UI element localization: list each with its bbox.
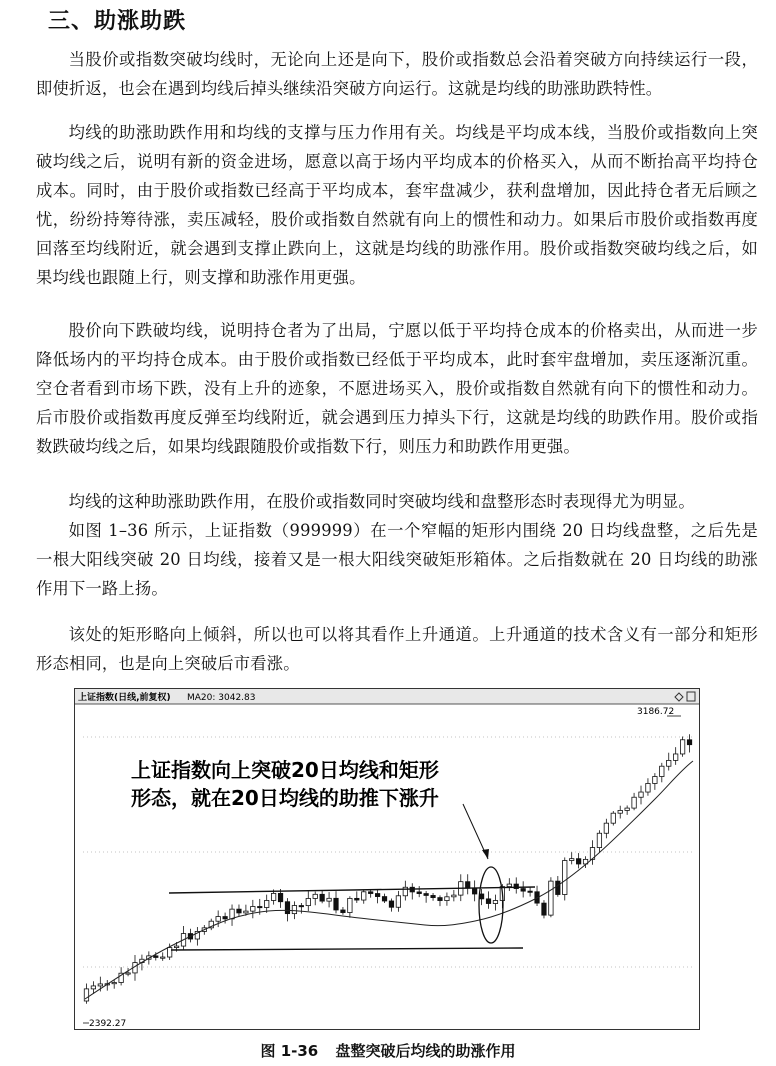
candle-body	[98, 984, 102, 986]
candle-body	[680, 740, 684, 754]
candle-body	[126, 973, 130, 974]
candle-body	[445, 897, 449, 901]
candle-body	[299, 906, 303, 907]
candlestick-chart	[74, 688, 700, 1030]
candle-body	[569, 859, 573, 861]
candle-body	[452, 895, 456, 897]
candle-body	[521, 889, 525, 892]
candle-body	[660, 766, 664, 776]
candle-body	[375, 894, 379, 897]
candle-body	[466, 882, 470, 889]
candle-body	[493, 900, 497, 903]
candle-body	[646, 783, 650, 792]
candle-body	[556, 881, 560, 894]
candle-body	[237, 909, 241, 913]
candle-body	[244, 911, 248, 913]
candle-body	[417, 892, 421, 894]
candle-body	[667, 760, 671, 766]
candle-body	[528, 891, 532, 892]
candle-body	[576, 859, 580, 864]
candle-body	[355, 898, 359, 900]
candle-body	[472, 888, 476, 894]
candle-body	[639, 792, 643, 797]
candle-body	[424, 894, 428, 896]
candle-body	[341, 910, 345, 913]
candle-body	[251, 906, 255, 911]
candle-body	[348, 898, 352, 912]
breakout-ellipse	[479, 867, 503, 943]
paragraph-2: 均线的助涨助跌作用和均线的支撑与压力作用有关。均线是平均成本线，当股价或指数向上突破均线之后，说明有新的资金进场，愿意以高于场内平均成本的价格买入，从而不断抬高平均持仓成本。同时，由于股价或指数已经高于平均成本，套牢盘减少，获利盘增加，因此持仓者无后顾之忧，纷纷持筹待涨，卖压减轻，股价或指数自然就有向上的惯性和动力。如果后市股价或指数再度回落至均线附近，就会遇到支撑止跌向上，这就是均线的助涨作用。股价或指数突破均线之后，如果均线也跟随上行，则支撑和助涨作用更强。	[36, 123, 758, 287]
candle-body	[230, 909, 234, 919]
candle-body	[258, 906, 262, 907]
candle-body	[389, 901, 393, 907]
candle-body	[431, 895, 435, 897]
candle-body	[91, 986, 95, 989]
candle-body	[216, 917, 220, 922]
chart-canvas	[75, 689, 699, 1029]
candle-body	[618, 810, 622, 813]
rectangle-lower-line	[171, 948, 523, 950]
candle-body	[368, 892, 372, 894]
paragraph-6: 该处的矩形略向上倾斜，所以也可以将其看作上升通道。上升通道的技术含义有一部分和矩形形态相同，也是向上突破后市看涨。	[36, 625, 758, 673]
candle-body	[362, 892, 366, 900]
candle-body	[154, 956, 158, 958]
candle-body	[306, 898, 310, 905]
candle-body	[542, 903, 546, 915]
figure-caption	[0, 1040, 776, 1061]
candle-body	[292, 906, 296, 914]
candle-body	[396, 896, 400, 907]
paragraph-4: 均线的这种助涨助跌作用，在股价或指数同时突破均线和盘整形态时表现得尤为明显。	[68, 492, 695, 511]
candle-body	[334, 898, 338, 910]
candle-body	[285, 902, 289, 914]
figure-title: 盘整突破后均线的助涨作用	[335, 1042, 516, 1060]
candle-body	[632, 797, 636, 808]
figure-number: 图 1-36	[260, 1042, 319, 1060]
ma20-label: MA20: 3042.83	[187, 693, 256, 703]
candle-body	[264, 900, 268, 907]
candle-body	[278, 893, 282, 901]
candle-body	[507, 884, 511, 887]
candle-body	[597, 833, 601, 847]
high-price-label: 3186.72	[637, 707, 675, 717]
chart-annotation-line1: 上证指数向上突破20日均线和矩形	[131, 758, 439, 782]
candle-body	[174, 946, 178, 947]
arrowhead-icon	[482, 849, 489, 859]
candle-body	[112, 982, 116, 983]
candle-body	[223, 917, 227, 919]
chart-header-title: 上证指数(日线,前复权)	[78, 693, 171, 703]
paragraph-3: 股价向下跌破均线，说明持仓者为了出局，宁愿以低于平均持仓成本的价格卖出，从而进一步降低场内的平均持仓成本。由于股价或指数已经低于平均成本，此时套牢盘增加，卖压逐渐沉重。空仓者看到市场下跌，没有上升的迹象，不愿进场买入，股价或指数自然就有向下的惯性和动力。后市股价或指数再度反弹至均线附近，就会遇到压力掉头下行，这就是均线的助跌作用。股价或指数跌破均线之后，如果均线跟随股价或指数下行，则压力和助跌作用更强。	[36, 321, 758, 456]
candle-body	[611, 813, 615, 823]
candle-body	[625, 808, 629, 810]
chart-annotation-line2: 形态，就在20日均线的助推下涨升	[131, 786, 439, 810]
candle-body	[549, 881, 553, 915]
candle-body	[382, 897, 386, 901]
paragraph-1: 当股价或指数突破均线时，无论向上还是向下，股价或指数总会沿着突破方向持续运行一段，即使折返，也会在遇到均线后掉头继续沿突破方向运行。这就是均线的助涨助跌特性。	[36, 50, 758, 98]
low-price-label: 2392.27	[89, 1019, 127, 1029]
candle-body	[167, 948, 171, 957]
candle-body	[653, 777, 657, 784]
section-title: 三、助涨助跌	[48, 9, 187, 34]
candle-body	[563, 861, 567, 895]
candle-body	[438, 898, 442, 901]
candle-body	[604, 823, 608, 833]
paragraph-5: 如图 1–36 所示，上证指数（999999）在一个窄幅的矩形内围绕 20 日均线盘整，之后先是一根大阳线突破 20 日均线，接着又是一根大阳线突破矩形箱体。之后指数就在 20 日均线的助涨作用下一路上扬。	[36, 521, 759, 598]
candle-body	[313, 894, 317, 898]
candle-body	[327, 898, 331, 901]
candle-body	[271, 893, 275, 900]
candle-body	[486, 899, 490, 904]
candle-body	[673, 754, 677, 760]
candle-body	[161, 957, 165, 958]
candle-body	[84, 989, 88, 1001]
candle-body	[320, 894, 324, 901]
candle-body	[687, 740, 691, 745]
